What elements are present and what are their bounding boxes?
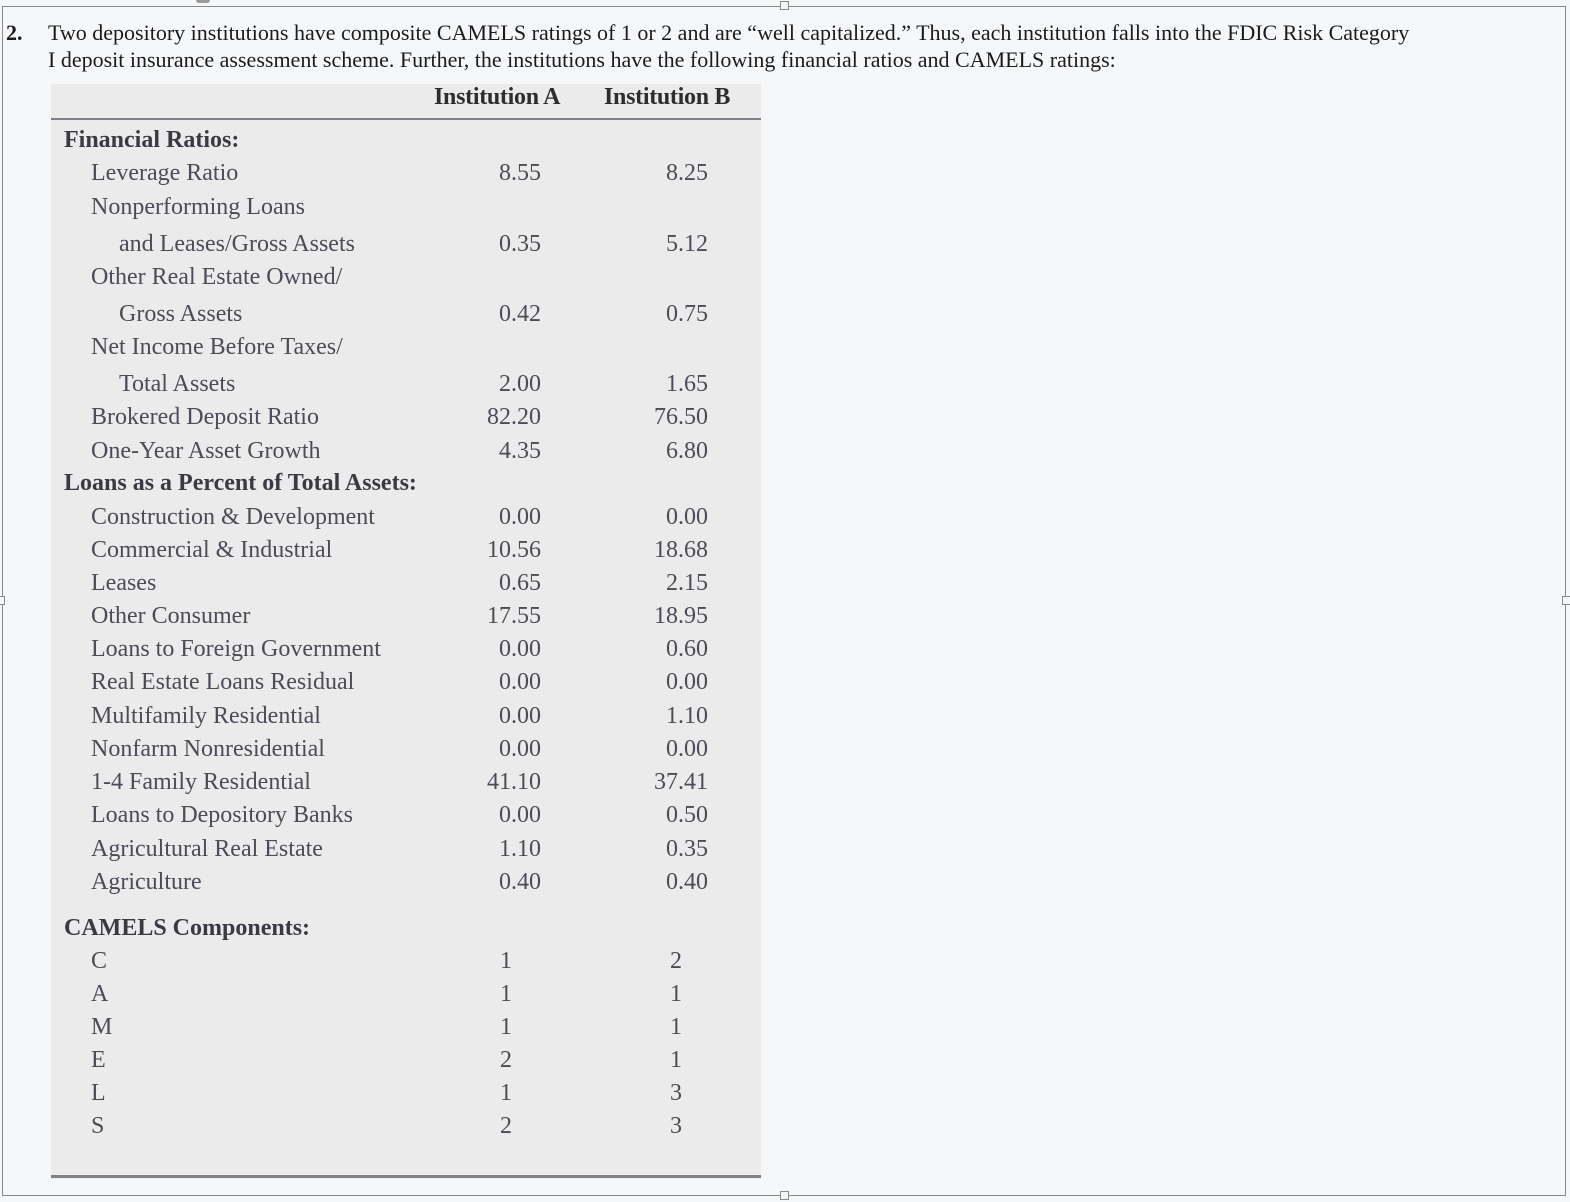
row-label: 1-4 Family Residential	[91, 769, 311, 795]
table-row	[51, 636, 761, 666]
resize-handle-top[interactable]	[780, 1, 789, 10]
row-label: Other Consumer	[91, 603, 251, 629]
row-label: Other Real Estate Owned/	[91, 264, 343, 290]
value-institution-a: 2	[500, 1113, 512, 1139]
row-label: Leverage Ratio	[91, 160, 239, 186]
value-institution-a: 10.56	[487, 537, 541, 563]
row-label: Commercial & Industrial	[91, 537, 333, 563]
table-row	[51, 981, 761, 1011]
value-institution-a: 17.55	[487, 603, 541, 629]
row-label: Nonperforming Loans	[91, 194, 305, 220]
section-heading-label: Financial Ratios:	[64, 127, 240, 153]
table-row	[51, 603, 761, 633]
value-institution-a: 4.35	[499, 438, 541, 464]
top-edge-mark	[196, 0, 210, 3]
table-row	[51, 371, 761, 401]
value-institution-b: 0.60	[666, 636, 708, 662]
value-institution-a: 0.00	[499, 669, 541, 695]
value-institution-b: 18.68	[654, 537, 708, 563]
value-institution-b: 8.25	[666, 160, 708, 186]
row-label: One-Year Asset Growth	[91, 438, 321, 464]
table-row	[51, 570, 761, 600]
value-institution-a: 2	[500, 1047, 512, 1073]
value-institution-b: 1.65	[666, 371, 708, 397]
value-institution-b: 0.40	[666, 869, 708, 895]
value-institution-b: 3	[670, 1080, 682, 1106]
value-institution-b: 0.00	[666, 669, 708, 695]
table-row	[51, 334, 761, 364]
section-heading-loans	[51, 470, 761, 500]
row-label: Agricultural Real Estate	[91, 836, 323, 862]
value-institution-a: 0.00	[499, 504, 541, 530]
row-label: Gross Assets	[119, 301, 243, 327]
table-row	[51, 1047, 761, 1077]
table-row	[51, 1080, 761, 1110]
resize-handle-bottom[interactable]	[780, 1191, 789, 1200]
value-institution-b: 2	[670, 948, 682, 974]
row-label: Multifamily Residential	[91, 703, 321, 729]
value-institution-a: 0.40	[499, 869, 541, 895]
value-institution-b: 1	[670, 1014, 682, 1040]
value-institution-b: 0.75	[666, 301, 708, 327]
row-label: Leases	[91, 570, 157, 596]
value-institution-a: 2.00	[499, 371, 541, 397]
resize-handle-left[interactable]	[0, 596, 5, 605]
row-label: Nonfarm Nonresidential	[91, 736, 325, 762]
table-row	[51, 1113, 761, 1143]
table-row	[51, 194, 761, 224]
row-label: Agriculture	[91, 869, 202, 895]
value-institution-a: 1	[500, 1014, 512, 1040]
table-row	[51, 404, 761, 434]
table-row	[51, 703, 761, 733]
value-institution-b: 0.50	[666, 802, 708, 828]
table-row	[51, 802, 761, 832]
value-institution-b: 76.50	[654, 404, 708, 430]
value-institution-a: 0.00	[499, 636, 541, 662]
value-institution-b: 1	[670, 1047, 682, 1073]
value-institution-a: 1.10	[499, 836, 541, 862]
question-line-1	[6, 19, 1556, 46]
value-institution-b: 1	[670, 981, 682, 1007]
section-heading-label: CAMELS Components:	[64, 915, 311, 941]
table-row	[51, 769, 761, 799]
table-row	[51, 736, 761, 766]
table-row	[51, 869, 761, 899]
table-row	[51, 948, 761, 978]
value-institution-b: 37.41	[654, 769, 708, 795]
table-row	[51, 836, 761, 866]
value-institution-b: 18.95	[654, 603, 708, 629]
row-label: Brokered Deposit Ratio	[91, 404, 319, 430]
table-row	[51, 264, 761, 294]
question-number: 2.	[6, 20, 23, 45]
column-header-institution-a: Institution A	[434, 84, 561, 110]
row-label: E	[91, 1047, 106, 1073]
value-institution-b: 1.10	[666, 703, 708, 729]
value-institution-a: 1	[500, 1080, 512, 1106]
row-label: A	[91, 981, 109, 1007]
row-label: L	[91, 1080, 106, 1106]
table-row	[51, 504, 761, 534]
value-institution-a: 0.35	[499, 231, 541, 257]
row-label: C	[91, 948, 108, 974]
value-institution-b: 5.12	[666, 231, 708, 257]
table-row	[51, 537, 761, 567]
row-label: Real Estate Loans Residual	[91, 669, 355, 695]
value-institution-b: 0.00	[666, 736, 708, 762]
table-row	[51, 1014, 761, 1044]
value-institution-a: 0.00	[499, 703, 541, 729]
table-row	[51, 301, 761, 331]
value-institution-a: 1	[500, 948, 512, 974]
value-institution-a: 0.42	[499, 301, 541, 327]
row-label: and Leases/Gross Assets	[119, 231, 355, 257]
header-rule	[51, 118, 761, 120]
row-label: Loans to Foreign Government	[91, 636, 381, 662]
value-institution-a: 0.00	[499, 736, 541, 762]
value-institution-a: 0.00	[499, 802, 541, 828]
value-institution-a: 82.20	[487, 404, 541, 430]
table-row	[51, 160, 761, 190]
section-heading-camels	[51, 915, 761, 945]
footer-rule	[51, 1175, 761, 1178]
row-label: Construction & Development	[91, 504, 375, 530]
value-institution-a: 0.65	[499, 570, 541, 596]
value-institution-b: 3	[670, 1113, 682, 1139]
row-label: S	[91, 1113, 105, 1139]
resize-handle-right[interactable]	[1562, 596, 1570, 605]
section-heading-label: Loans as a Percent of Total Assets:	[64, 470, 417, 496]
question-line-2: I deposit insurance assessment scheme. Further, the institutions have the following financial ratios and CAMELS ratings:	[48, 47, 1116, 72]
question-text	[6, 19, 1556, 73]
value-institution-b: 2.15	[666, 570, 708, 596]
value-institution-a: 8.55	[499, 160, 541, 186]
question-line-1-text: Two depository institutions have composite CAMELS ratings of 1 or 2 and are “well capitalized.” Thus, each institution falls into the FDIC Risk Category	[48, 20, 1410, 45]
row-label: Loans to Depository Banks	[91, 802, 353, 828]
table-row	[51, 438, 761, 468]
value-institution-a: 41.10	[487, 769, 541, 795]
column-header-institution-b: Institution B	[604, 84, 731, 110]
ratios-table	[51, 84, 761, 1179]
row-label: Net Income Before Taxes/	[91, 334, 343, 360]
value-institution-b: 0.00	[666, 504, 708, 530]
value-institution-b: 0.35	[666, 836, 708, 862]
section-heading-financial-ratios	[51, 127, 761, 157]
table-row	[51, 231, 761, 261]
value-institution-b: 6.80	[666, 438, 708, 464]
table-row	[51, 669, 761, 699]
row-label: M	[91, 1014, 113, 1040]
row-label: Total Assets	[119, 371, 236, 397]
value-institution-a: 1	[500, 981, 512, 1007]
